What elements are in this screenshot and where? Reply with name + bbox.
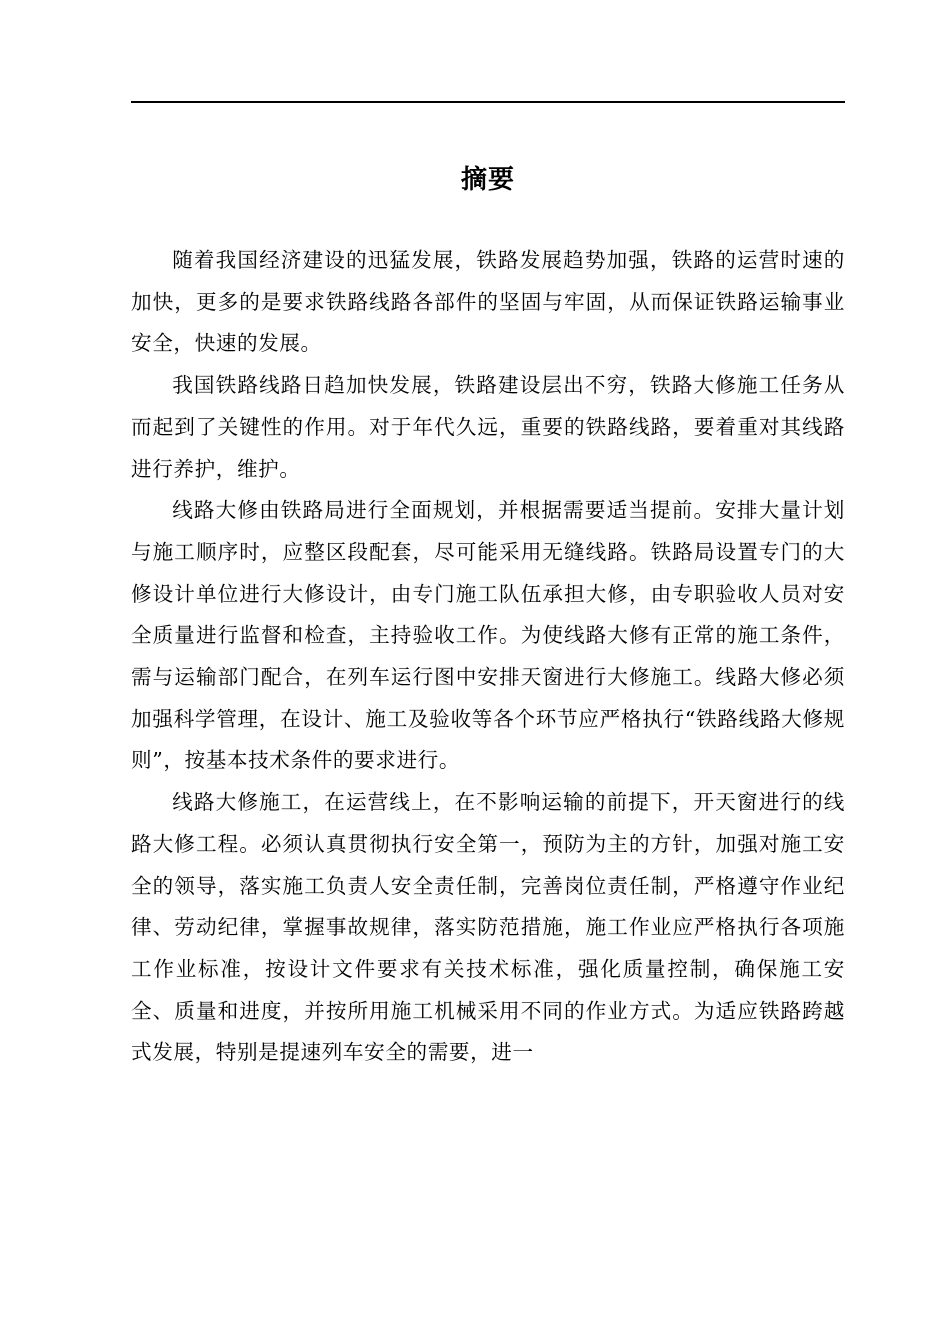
paragraph-4: 线路大修施工，在运营线上，在不影响运输的前提下，开天窗进行的线路大修工程。必须认真贯彻执行安全第一，预防为主的方针，加强对施工安全的领导，落实施工负责人安全责任制，完善岗位责任制，严格遵守作业纪律、劳动纪律，掌握事故规律，落实防范措施，施工作业应严格执行各项施工作业标准，按设计文件要求有关技术标准，强化质量控制，确保施工安全、质量和进度，并按所用施工机械采用不同的作业方式。为适应铁路跨越式发展，特别是提速列车安全的需要，进一 — [131, 790, 845, 1065]
abstract-body — [131, 240, 845, 1074]
paragraph-1: 随着我国经济建设的迅猛发展，铁路发展趋势加强，铁路的运营时速的加快，更多的是要求铁路线路各部件的坚固与牢固，从而保证铁路运输事业安全，快速的发展。 — [131, 248, 845, 356]
header-rule — [131, 101, 845, 103]
page-title: 摘要 — [460, 165, 515, 195]
paragraph-3: 线路大修由铁路局进行全面规划，并根据需要适当提前。安排大量计划与施工顺序时，应整区段配套，尽可能采用无缝线路。铁路局设置专门的大修设计单位进行大修设计，由专门施工队伍承担大修，由专职验收人员对安全质量进行监督和检查，主持验收工作。为使线路大修有正常的施工条件，需与运输部门配合，在列车运行图中安排天窗进行大修施工。线路大修必须加强科学管理，在设计、施工及验收等各个环节应严格执行“铁路线路大修规则”，按基本技术条件的要求进行。 — [131, 498, 845, 773]
paragraph-2: 我国铁路线路日趋加快发展，铁路建设层出不穷，铁路大修施工任务从而起到了关键性的作用。对于年代久远，重要的铁路线路，要着重对其线路进行养护，维护。 — [131, 373, 845, 481]
